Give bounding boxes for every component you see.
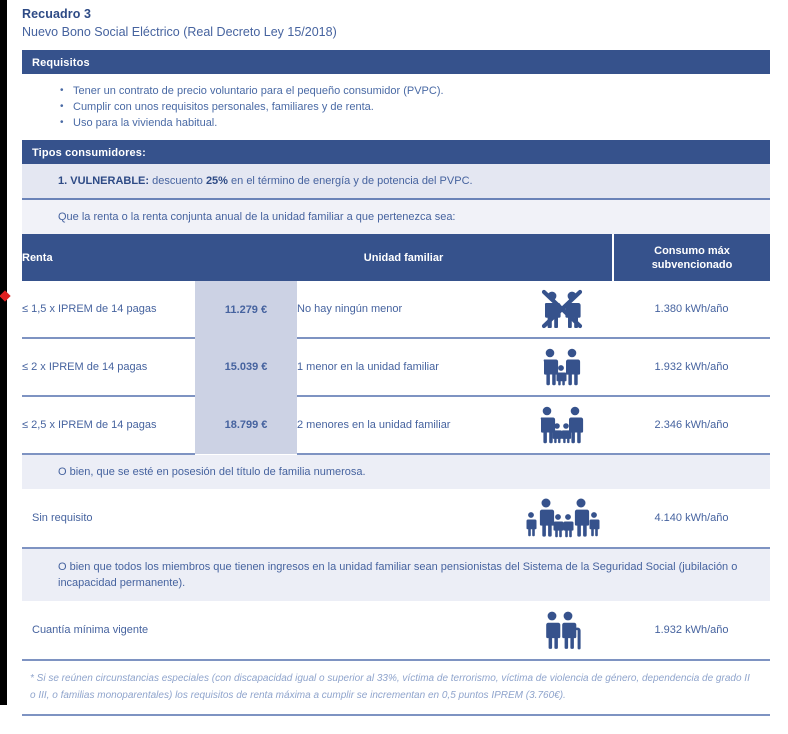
consumo-line-2: subvencionado (651, 258, 733, 271)
consumo-line-1: Consumo máx (654, 244, 730, 257)
large-family-icon (523, 512, 601, 524)
cell-consumo: 1.932 kWh/año (613, 338, 770, 396)
cell-label-cuantia-minima: Cuantía mínima vigente (22, 601, 510, 660)
footnote-text: * Si se reúnen circunstancias especiales (con discapacidad igual o superior al 33%, víctima de terrorismo, víctima de violencia de género, dependencia de grado II o III, o familias monoparentales) los requisitos de renta máxima a cumplir se incrementan en 0,5 puntos IPREM (3.760€). (22, 661, 770, 716)
cell-renta: ≤ 1,5 x IPREM de 14 pagas (22, 281, 195, 338)
cell-amount: 18.799 € (195, 396, 297, 454)
cell-consumo: 1.380 kWh/año (613, 281, 770, 338)
note-familia-numerosa: O bien, que se esté en posesión del título de familia numerosa. (22, 455, 770, 489)
list-item: • Tener un contrato de precio voluntario para el pequeño consumidor (PVPC). (60, 84, 770, 99)
page-title: Recuadro 3 (22, 7, 92, 21)
vulnerable-label: 1. VULNERABLE: (58, 175, 150, 187)
list-item: • Uso para la vivienda habitual. (60, 116, 770, 131)
cell-unidad-familiar: No hay ningún menor (297, 281, 510, 338)
document-content (22, 0, 770, 734)
table-row (22, 396, 770, 454)
cell-amount: 15.039 € (195, 338, 297, 396)
cell-icon (510, 396, 613, 454)
cell-icon (510, 601, 613, 660)
section-header-tipos-consumidores: Tipos consumidores: (22, 140, 770, 164)
table-row (22, 601, 770, 660)
family-one-child-icon (539, 361, 585, 373)
column-header-renta: Renta (22, 234, 195, 281)
vulnerable-middle: descuento (149, 175, 206, 187)
cell-renta: ≤ 2 x IPREM de 14 pagas (22, 338, 195, 396)
cell-icon (510, 338, 613, 396)
couple-no-children-icon (539, 303, 585, 315)
list-item: • Cumplir con unos requisitos personales, familiares y de renta. (60, 100, 770, 115)
vulnerable-statement (22, 164, 770, 200)
requirements-table (22, 234, 770, 455)
vulnerable-suffix: en el término de energía y de potencia del PVPC. (227, 175, 473, 187)
elderly-couple-icon (539, 624, 585, 636)
table-row (22, 489, 770, 548)
cell-icon (510, 489, 613, 548)
column-header-consumo (613, 234, 770, 281)
cell-amount: 11.279 € (195, 281, 297, 338)
note-pensionistas: O bien que todos los miembros que tienen ingresos en la unidad familiar sean pensionistas del Sistema de la Seguridad Social (jubilación o incapacidad permanente). (22, 549, 770, 601)
requisitos-list (22, 74, 770, 140)
pensionistas-row-table (22, 601, 770, 661)
title-block (22, 0, 770, 41)
column-header-unidad-familiar: Unidad familiar (195, 234, 613, 281)
cell-consumo: 1.932 kWh/año (613, 601, 770, 660)
bottom-spacer (22, 716, 770, 734)
cell-renta: ≤ 2,5 x IPREM de 14 pagas (22, 396, 195, 454)
table-header-row (22, 234, 770, 281)
renta-intro-statement: Que la renta o la renta conjunta anual de la unidad familiar a que pertenezca sea: (22, 200, 770, 234)
page-subtitle: Nuevo Bono Social Eléctrico (Real Decreto Ley 15/2018) (22, 25, 337, 39)
family-two-children-icon (536, 419, 588, 431)
vulnerable-percent: 25% (205, 175, 228, 187)
cell-icon (510, 281, 613, 338)
section-header-requisitos: Requisitos (22, 50, 770, 74)
red-diamond-marker-icon (0, 290, 11, 301)
left-gutter-bar (0, 0, 7, 705)
cell-consumo: 4.140 kWh/año (613, 489, 770, 548)
table-row (22, 338, 770, 396)
cell-unidad-familiar: 2 menores en la unidad familiar (297, 396, 510, 454)
cell-consumo: 2.346 kWh/año (613, 396, 770, 454)
cell-label-sin-requisito: Sin requisito (22, 489, 510, 548)
table-row (22, 281, 770, 338)
cell-unidad-familiar: 1 menor en la unidad familiar (297, 338, 510, 396)
familia-numerosa-row-table (22, 489, 770, 549)
